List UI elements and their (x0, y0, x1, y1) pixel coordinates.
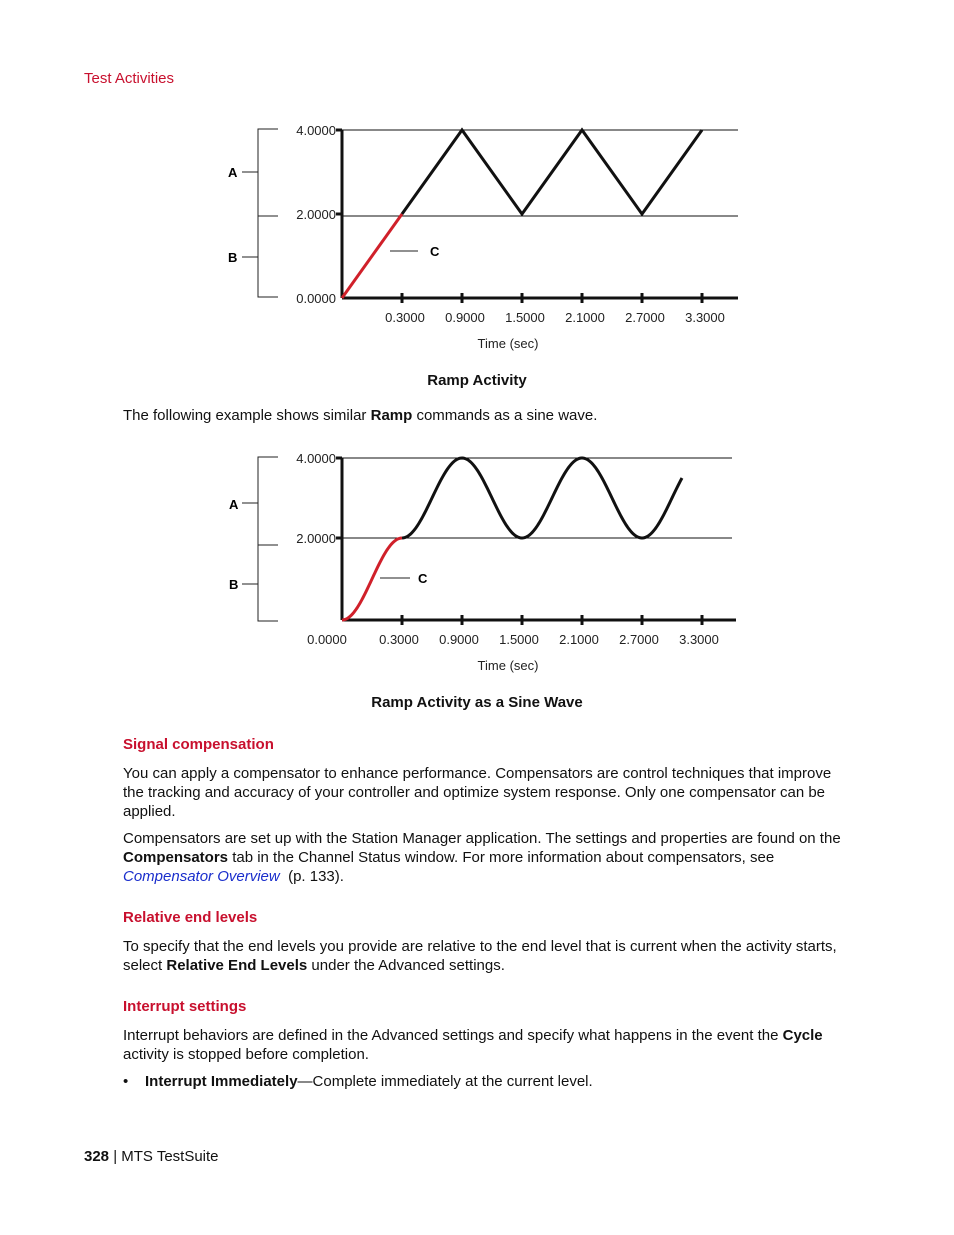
y-tick-label: 0.0000 (296, 291, 336, 306)
interrupt-text-end: activity is stopped before completion. (123, 1046, 369, 1063)
x-tick-label: 1.5000 (505, 310, 545, 325)
marker-b: B (228, 250, 238, 265)
figure1-caption: Ramp Activity (427, 372, 527, 389)
page-number: 328 (84, 1148, 110, 1165)
signal-heading: Signal compensation (123, 736, 274, 753)
signal-text-2b: tab in the Channel Status window. For more information about compensators, see (228, 849, 775, 866)
intro-text-end: commands as a sine wave. (412, 407, 598, 424)
signal-text-2c: (p. 133). (279, 868, 344, 885)
interrupt-paragraph (123, 1026, 848, 1064)
y-tick-label: 2.0000 (296, 207, 336, 222)
marker-b-2: B (229, 577, 239, 592)
marker-a: A (228, 165, 238, 180)
compensator-overview-link[interactable]: Compensator Overview (123, 868, 280, 885)
y-tick-label: 4.0000 (296, 123, 336, 138)
relative-text-end: under the Advanced settings. (307, 957, 505, 974)
y-tick-label: 2.0000 (296, 531, 336, 546)
x-tick-label: 1.5000 (499, 632, 539, 647)
signal-bold: Compensators (123, 849, 229, 866)
signal-paragraph-2 (123, 829, 848, 886)
sine-ramp-series-red (342, 538, 402, 620)
intro-text: The following example shows similar (123, 407, 371, 424)
bullet-text: —Complete immediately at the current level. (297, 1073, 593, 1090)
marker-a-2: A (229, 497, 239, 512)
marker-c-2: C (418, 571, 428, 586)
intro-paragraph (123, 406, 848, 425)
footer-title: MTS TestSuite (121, 1148, 219, 1165)
interrupt-bold: Cycle (782, 1027, 823, 1044)
x-tick-label: 0.9000 (445, 310, 485, 325)
signal-text-2: Compensators are set up with the Station Manager application. The settings and properties are found on the (123, 830, 841, 847)
sine-ramp-chart (220, 442, 750, 682)
x-tick-label: 0.3000 (385, 310, 425, 325)
interrupt-text: Interrupt behaviors are defined in the Advanced settings and specify what happens in the event the (123, 1027, 783, 1044)
sine-series (402, 458, 682, 538)
y-tick-label: 4.0000 (296, 451, 336, 466)
relative-paragraph (123, 937, 848, 975)
x-axis-label: Time (sec) (477, 336, 539, 351)
x-tick-label: 2.7000 (625, 310, 665, 325)
x-axis-label-2: Time (sec) (477, 658, 539, 673)
x-tick-label: 3.3000 (685, 310, 725, 325)
x-tick-label: 0.9000 (439, 632, 479, 647)
signal-paragraph-1 (123, 764, 848, 821)
relative-heading: Relative end levels (123, 909, 258, 926)
x-tick-label: 2.1000 (565, 310, 605, 325)
triangle-series (402, 130, 702, 214)
x-tick-label: 3.3000 (679, 632, 719, 647)
signal-text-1: You can apply a compensator to enhance performance. Compensators are control techniques that improve the tracking and accuracy of your controller and optimize system response. Only one compensator can be applied. (123, 765, 832, 820)
bullet-bold: Interrupt Immediately (145, 1073, 298, 1090)
bullet-dot: • (123, 1073, 129, 1090)
x-tick-label: 2.1000 (559, 632, 599, 647)
x-tick-label: 2.7000 (619, 632, 659, 647)
footer-separator: | (109, 1148, 122, 1165)
figure2-caption: Ramp Activity as a Sine Wave (371, 694, 583, 711)
interrupt-heading: Interrupt settings (123, 998, 247, 1015)
page-footer (84, 1148, 219, 1165)
relative-bold: Relative End Levels (166, 957, 308, 974)
intro-bold: Ramp (370, 407, 413, 424)
relative-text: To specify that the end levels you provide are relative to the end level that is current when the activity starts, select (123, 938, 837, 974)
ramp-series-red (342, 214, 402, 298)
interrupt-bullet (123, 1073, 593, 1090)
marker-c: C (430, 244, 440, 259)
x-tick-label: 0.3000 (379, 632, 419, 647)
ramp-chart (220, 115, 750, 360)
x-tick-label: 0.0000 (307, 632, 347, 647)
running-header: Test Activities (84, 70, 175, 87)
